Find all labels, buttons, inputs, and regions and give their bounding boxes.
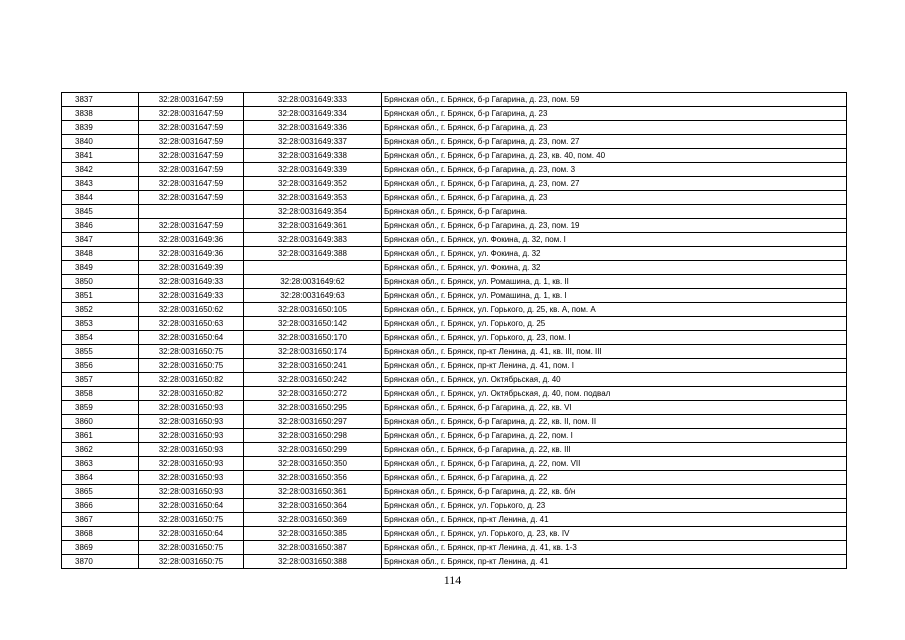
address-cell: Брянская обл., г. Брянск, б-р Гагарина, д. 22, пом. I: [382, 429, 847, 443]
object-number-cell: 32:28:0031650:170: [244, 331, 382, 345]
object-number-cell: 32:28:0031650:241: [244, 359, 382, 373]
object-number-cell: 32:28:0031649:388: [244, 247, 382, 261]
row-number-cell: 3852: [62, 303, 139, 317]
object-number-cell: 32:28:0031649:352: [244, 177, 382, 191]
table-row: [62, 415, 847, 429]
parcel-number-cell: 32:28:0031649:36: [139, 247, 244, 261]
parcel-number-cell: 32:28:0031650:64: [139, 527, 244, 541]
table-row: [62, 135, 847, 149]
address-cell: Брянская обл., г. Брянск, б-р Гагарина, д. 22, кв. II, пом. II: [382, 415, 847, 429]
row-number-cell: 3838: [62, 107, 139, 121]
row-number-cell: 3851: [62, 289, 139, 303]
address-cell: Брянская обл., г. Брянск, б-р Гагарина, д. 23: [382, 191, 847, 205]
table-row: [62, 331, 847, 345]
object-number-cell: 32:28:0031649:334: [244, 107, 382, 121]
object-number-cell: 32:28:0031650:361: [244, 485, 382, 499]
row-number-cell: 3847: [62, 233, 139, 247]
address-cell: Брянская обл., г. Брянск, пр-кт Ленина, д. 41: [382, 513, 847, 527]
address-cell: Брянская обл., г. Брянск, ул. Ромашина, д. 1, кв. I: [382, 289, 847, 303]
address-cell: Брянская обл., г. Брянск, ул. Октябрьская, д. 40: [382, 373, 847, 387]
table-row: [62, 247, 847, 261]
row-number-cell: 3840: [62, 135, 139, 149]
table-row: [62, 191, 847, 205]
parcel-number-cell: 32:28:0031647:59: [139, 219, 244, 233]
table-row: [62, 541, 847, 555]
parcel-number-cell: 32:28:0031650:63: [139, 317, 244, 331]
parcel-number-cell: 32:28:0031647:59: [139, 135, 244, 149]
address-cell: Брянская обл., г. Брянск, б-р Гагарина, д. 22: [382, 471, 847, 485]
parcel-number-cell: 32:28:0031649:33: [139, 289, 244, 303]
row-number-cell: 3841: [62, 149, 139, 163]
object-number-cell: 32:28:0031649:336: [244, 121, 382, 135]
row-number-cell: 3855: [62, 345, 139, 359]
table-row: [62, 289, 847, 303]
row-number-cell: 3839: [62, 121, 139, 135]
parcel-number-cell: 32:28:0031650:62: [139, 303, 244, 317]
row-number-cell: 3862: [62, 443, 139, 457]
object-number-cell: 32:28:0031650:105: [244, 303, 382, 317]
cadastral-table: [61, 92, 847, 569]
address-cell: Брянская обл., г. Брянск, б-р Гагарина, д. 23, пом. 3: [382, 163, 847, 177]
address-cell: Брянская обл., г. Брянск, ул. Ромашина, д. 1, кв. II: [382, 275, 847, 289]
object-number-cell: 32:28:0031649:62: [244, 275, 382, 289]
address-cell: Брянская обл., г. Брянск, ул. Горького, д. 25, кв. А, пом. А: [382, 303, 847, 317]
row-number-cell: 3849: [62, 261, 139, 275]
table-row: [62, 387, 847, 401]
address-cell: Брянская обл., г. Брянск, б-р Гагарина, д. 23, кв. 40, пом. 40: [382, 149, 847, 163]
object-number-cell: 32:28:0031650:350: [244, 457, 382, 471]
table-row: [62, 163, 847, 177]
object-number-cell: 32:28:0031650:369: [244, 513, 382, 527]
row-number-cell: 3863: [62, 457, 139, 471]
address-cell: Брянская обл., г. Брянск, б-р Гагарина, д. 22, кв. VI: [382, 401, 847, 415]
table-row: [62, 555, 847, 569]
address-cell: Брянская обл., г. Брянск, б-р Гагарина, д. 22, кв. б/н: [382, 485, 847, 499]
table-row: [62, 317, 847, 331]
parcel-number-cell: 32:28:0031650:75: [139, 359, 244, 373]
table-row: [62, 401, 847, 415]
row-number-cell: 3870: [62, 555, 139, 569]
parcel-number-cell: 32:28:0031647:59: [139, 149, 244, 163]
table-row: [62, 303, 847, 317]
row-number-cell: 3860: [62, 415, 139, 429]
table-body: [62, 93, 847, 569]
parcel-number-cell: 32:28:0031647:59: [139, 93, 244, 107]
address-cell: Брянская обл., г. Брянск, б-р Гагарина, д. 23, пом. 27: [382, 135, 847, 149]
parcel-number-cell: [139, 205, 244, 219]
row-number-cell: 3837: [62, 93, 139, 107]
address-cell: Брянская обл., г. Брянск, б-р Гагарина, д. 23, пом. 27: [382, 177, 847, 191]
address-cell: Брянская обл., г. Брянск, пр-кт Ленина, д. 41, кв. 1-3: [382, 541, 847, 555]
address-cell: Брянская обл., г. Брянск, ул. Фокина, д. 32: [382, 247, 847, 261]
parcel-number-cell: 32:28:0031650:93: [139, 415, 244, 429]
parcel-number-cell: 32:28:0031650:82: [139, 387, 244, 401]
object-number-cell: 32:28:0031650:385: [244, 527, 382, 541]
page-number: 114: [443, 573, 462, 587]
object-number-cell: 32:28:0031650:387: [244, 541, 382, 555]
object-number-cell: 32:28:0031649:361: [244, 219, 382, 233]
object-number-cell: 32:28:0031649:339: [244, 163, 382, 177]
object-number-cell: 32:28:0031650:364: [244, 499, 382, 513]
row-number-cell: 3854: [62, 331, 139, 345]
table-row: [62, 275, 847, 289]
table-row: [62, 219, 847, 233]
address-cell: Брянская обл., г. Брянск, пр-кт Ленина, д. 41: [382, 555, 847, 569]
parcel-number-cell: 32:28:0031650:93: [139, 401, 244, 415]
table-row: [62, 205, 847, 219]
row-number-cell: 3866: [62, 499, 139, 513]
address-cell: Брянская обл., г. Брянск, ул. Горького, д. 25: [382, 317, 847, 331]
row-number-cell: 3869: [62, 541, 139, 555]
address-cell: Брянская обл., г. Брянск, б-р Гагарина, д. 22, пом. VII: [382, 457, 847, 471]
parcel-number-cell: 32:28:0031650:75: [139, 345, 244, 359]
table-row: [62, 429, 847, 443]
table-row: [62, 359, 847, 373]
parcel-number-cell: 32:28:0031650:75: [139, 555, 244, 569]
object-number-cell: 32:28:0031649:63: [244, 289, 382, 303]
parcel-number-cell: 32:28:0031650:93: [139, 471, 244, 485]
object-number-cell: 32:28:0031649:338: [244, 149, 382, 163]
object-number-cell: 32:28:0031650:142: [244, 317, 382, 331]
address-cell: Брянская обл., г. Брянск, ул. Фокина, д. 32, пом. I: [382, 233, 847, 247]
row-number-cell: 3859: [62, 401, 139, 415]
parcel-number-cell: 32:28:0031650:82: [139, 373, 244, 387]
row-number-cell: 3858: [62, 387, 139, 401]
parcel-number-cell: 32:28:0031650:93: [139, 443, 244, 457]
address-cell: Брянская обл., г. Брянск, пр-кт Ленина, д. 41, пом. I: [382, 359, 847, 373]
address-cell: Брянская обл., г. Брянск, б-р Гагарина, д. 23: [382, 107, 847, 121]
table-row: [62, 457, 847, 471]
row-number-cell: 3845: [62, 205, 139, 219]
table-row: [62, 177, 847, 191]
object-number-cell: 32:28:0031649:337: [244, 135, 382, 149]
table-row: [62, 527, 847, 541]
row-number-cell: 3848: [62, 247, 139, 261]
table-row: [62, 471, 847, 485]
object-number-cell: 32:28:0031649:383: [244, 233, 382, 247]
row-number-cell: 3844: [62, 191, 139, 205]
table-row: [62, 261, 847, 275]
parcel-number-cell: 32:28:0031647:59: [139, 107, 244, 121]
table-row: [62, 107, 847, 121]
row-number-cell: 3846: [62, 219, 139, 233]
address-cell: Брянская обл., г. Брянск, б-р Гагарина, д. 23, пом. 59: [382, 93, 847, 107]
object-number-cell: 32:28:0031650:298: [244, 429, 382, 443]
table-row: [62, 443, 847, 457]
parcel-number-cell: 32:28:0031650:75: [139, 513, 244, 527]
row-number-cell: 3857: [62, 373, 139, 387]
row-number-cell: 3856: [62, 359, 139, 373]
table-row: [62, 485, 847, 499]
object-number-cell: 32:28:0031650:272: [244, 387, 382, 401]
address-cell: Брянская обл., г. Брянск, ул. Горького, д. 23, пом. I: [382, 331, 847, 345]
row-number-cell: 3867: [62, 513, 139, 527]
parcel-number-cell: 32:28:0031650:93: [139, 429, 244, 443]
object-number-cell: 32:28:0031650:388: [244, 555, 382, 569]
object-number-cell: 32:28:0031649:353: [244, 191, 382, 205]
object-number-cell: 32:28:0031650:297: [244, 415, 382, 429]
row-number-cell: 3861: [62, 429, 139, 443]
parcel-number-cell: 32:28:0031650:75: [139, 541, 244, 555]
address-cell: Брянская обл., г. Брянск, ул. Октябрьская, д. 40, пом. подвал: [382, 387, 847, 401]
address-cell: Брянская обл., г. Брянск, ул. Фокина, д. 32: [382, 261, 847, 275]
row-number-cell: 3842: [62, 163, 139, 177]
parcel-number-cell: 32:28:0031650:93: [139, 457, 244, 471]
row-number-cell: 3850: [62, 275, 139, 289]
parcel-number-cell: 32:28:0031650:64: [139, 499, 244, 513]
parcel-number-cell: 32:28:0031650:64: [139, 331, 244, 345]
row-number-cell: 3853: [62, 317, 139, 331]
address-cell: Брянская обл., г. Брянск, б-р Гагарина, д. 23, пом. 19: [382, 219, 847, 233]
object-number-cell: 32:28:0031650:242: [244, 373, 382, 387]
parcel-number-cell: 32:28:0031649:33: [139, 275, 244, 289]
table-row: [62, 499, 847, 513]
address-cell: Брянская обл., г. Брянск, ул. Горького, д. 23: [382, 499, 847, 513]
parcel-number-cell: 32:28:0031647:59: [139, 121, 244, 135]
table-row: [62, 513, 847, 527]
table-row: [62, 149, 847, 163]
parcel-number-cell: 32:28:0031647:59: [139, 191, 244, 205]
parcel-number-cell: 32:28:0031647:59: [139, 177, 244, 191]
object-number-cell: 32:28:0031650:295: [244, 401, 382, 415]
row-number-cell: 3864: [62, 471, 139, 485]
address-cell: Брянская обл., г. Брянск, б-р Гагарина, д. 22, кв. III: [382, 443, 847, 457]
row-number-cell: 3868: [62, 527, 139, 541]
object-number-cell: [244, 261, 382, 275]
row-number-cell: 3843: [62, 177, 139, 191]
parcel-number-cell: 32:28:0031650:93: [139, 485, 244, 499]
object-number-cell: 32:28:0031650:174: [244, 345, 382, 359]
table-row: [62, 345, 847, 359]
table-row: [62, 373, 847, 387]
object-number-cell: 32:28:0031649:333: [244, 93, 382, 107]
parcel-number-cell: 32:28:0031647:59: [139, 163, 244, 177]
address-cell: Брянская обл., г. Брянск, б-р Гагарина.: [382, 205, 847, 219]
parcel-number-cell: 32:28:0031649:36: [139, 233, 244, 247]
row-number-cell: 3865: [62, 485, 139, 499]
address-cell: Брянская обл., г. Брянск, б-р Гагарина, д. 23: [382, 121, 847, 135]
parcel-number-cell: 32:28:0031649:39: [139, 261, 244, 275]
table-row: [62, 233, 847, 247]
address-cell: Брянская обл., г. Брянск, пр-кт Ленина, д. 41, кв. III, пом. III: [382, 345, 847, 359]
table-row: [62, 93, 847, 107]
table-row: [62, 121, 847, 135]
object-number-cell: 32:28:0031649:354: [244, 205, 382, 219]
object-number-cell: 32:28:0031650:356: [244, 471, 382, 485]
object-number-cell: 32:28:0031650:299: [244, 443, 382, 457]
address-cell: Брянская обл., г. Брянск, ул. Горького, д. 23, кв. IV: [382, 527, 847, 541]
